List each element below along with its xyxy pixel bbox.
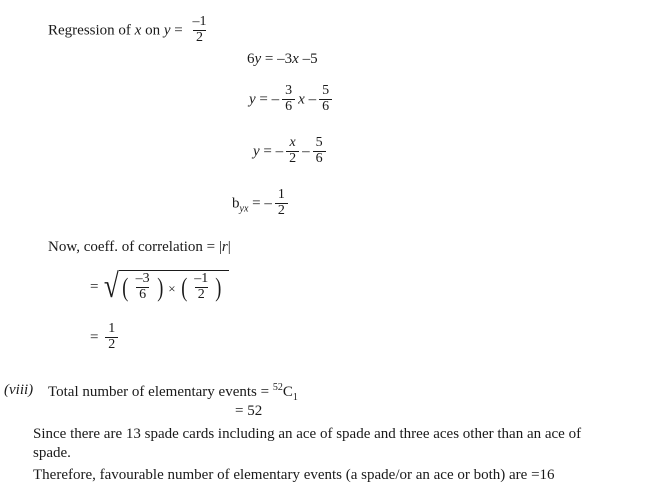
fraction-one-half-result: [105, 322, 118, 352]
fraction-numerator: 1: [277, 187, 285, 202]
equation-2: [249, 85, 335, 115]
fraction-numerator: x: [289, 135, 296, 150]
equation-2-lhs: y: [249, 91, 256, 108]
fraction-five-sixths-2: [313, 136, 326, 166]
paragraph-favourable-events: [33, 466, 663, 485]
fraction-numerator: 5: [322, 83, 330, 98]
equation-4-equals: = –: [248, 195, 272, 212]
regression-intro-prefix: Regression of: [48, 22, 135, 39]
fraction-denominator: 2: [286, 151, 299, 167]
paragraph-spade-cards-line2: spade.: [33, 445, 71, 462]
fraction-minus-three-sixths: [133, 272, 153, 302]
multiplication-icon: ×: [168, 280, 176, 296]
fraction-denominator: 2: [193, 30, 206, 46]
fraction-denominator: 6: [319, 99, 332, 115]
regression-intro-line: [48, 16, 212, 46]
fraction-denominator: 2: [275, 203, 288, 219]
fraction-numerator: –3: [135, 271, 150, 286]
item-number: (viii): [4, 382, 34, 398]
fraction-three-sixths: [282, 84, 295, 114]
subscript-1: 1: [292, 392, 298, 403]
fraction-numerator: –1: [192, 14, 207, 29]
equation-3-lhs: y: [253, 143, 260, 160]
radical-icon: √: [104, 268, 120, 305]
b-symbol: b: [232, 195, 240, 212]
variable-y: y: [163, 22, 171, 39]
item-result-text: = 52: [235, 403, 263, 419]
item-text: Total number of elementary events =: [48, 384, 273, 400]
fraction-denominator: 2: [195, 287, 208, 303]
right-paren-1: ): [156, 272, 163, 302]
coefficient-suffix: |: [227, 239, 231, 255]
item-label-viii: [4, 383, 33, 398]
paragraph-spade-cards: [33, 425, 663, 463]
coefficient-prefix: Now, coeff. of correlation = |: [48, 239, 222, 255]
fraction-one-half: [275, 188, 288, 218]
variable-r: r: [221, 239, 228, 255]
equation-3: [253, 137, 329, 167]
paragraph-spade-cards-line1: Since there are 13 spade cards including an ace of spade and three aces other than an ace of: [33, 426, 582, 442]
fraction-numerator: 5: [315, 135, 323, 150]
fraction-minus-one-half-2: [191, 272, 211, 302]
fraction-x-over-two: [286, 136, 299, 166]
equation-2-mid: x: [298, 91, 305, 108]
variable-x: x: [134, 22, 142, 39]
fraction-minus-one-half: [189, 15, 209, 45]
b-subscript: yx: [239, 203, 249, 215]
fraction-numerator: 3: [285, 83, 293, 98]
sqrt-equals: =: [90, 279, 99, 296]
superscript-52: 52: [272, 382, 283, 393]
fraction-denominator: 6: [282, 99, 295, 115]
radicand: [119, 270, 229, 305]
item-result-52: [235, 404, 262, 419]
sqrt-expression-line: [90, 270, 229, 305]
fraction-numerator: –1: [194, 271, 209, 286]
combination-c: C: [282, 384, 293, 400]
equation-4-byx: [232, 189, 291, 219]
equation-3-equals: = –: [259, 143, 284, 160]
equation-1: [247, 52, 318, 67]
equation-2-equals: = –: [255, 91, 280, 108]
fraction-denominator: 6: [313, 151, 326, 167]
square-root: [102, 270, 229, 305]
equation-1-text: 6y = –3x –5: [247, 51, 318, 67]
fraction-denominator: 6: [136, 287, 149, 303]
right-paren-2: ): [215, 272, 222, 302]
fraction-five-sixths: [319, 84, 332, 114]
result-line: [90, 323, 121, 353]
result-equals: =: [90, 329, 99, 346]
equation-3-minus: –: [302, 143, 310, 160]
fraction-numerator: 1: [108, 321, 116, 336]
regression-intro-on: on: [141, 22, 164, 39]
left-paren-1: (: [122, 272, 129, 302]
fraction-denominator: 2: [105, 337, 118, 353]
paragraph-favourable-events-text: Therefore, favourable number of elementary events (a spade/or an ace or both) are =16: [33, 467, 555, 483]
equation-2-minus: –: [304, 91, 317, 108]
item-total-events-line: [48, 383, 298, 403]
regression-intro-equals: =: [170, 22, 187, 39]
coefficient-correlation-line: [48, 240, 231, 255]
left-paren-2: (: [180, 272, 187, 302]
